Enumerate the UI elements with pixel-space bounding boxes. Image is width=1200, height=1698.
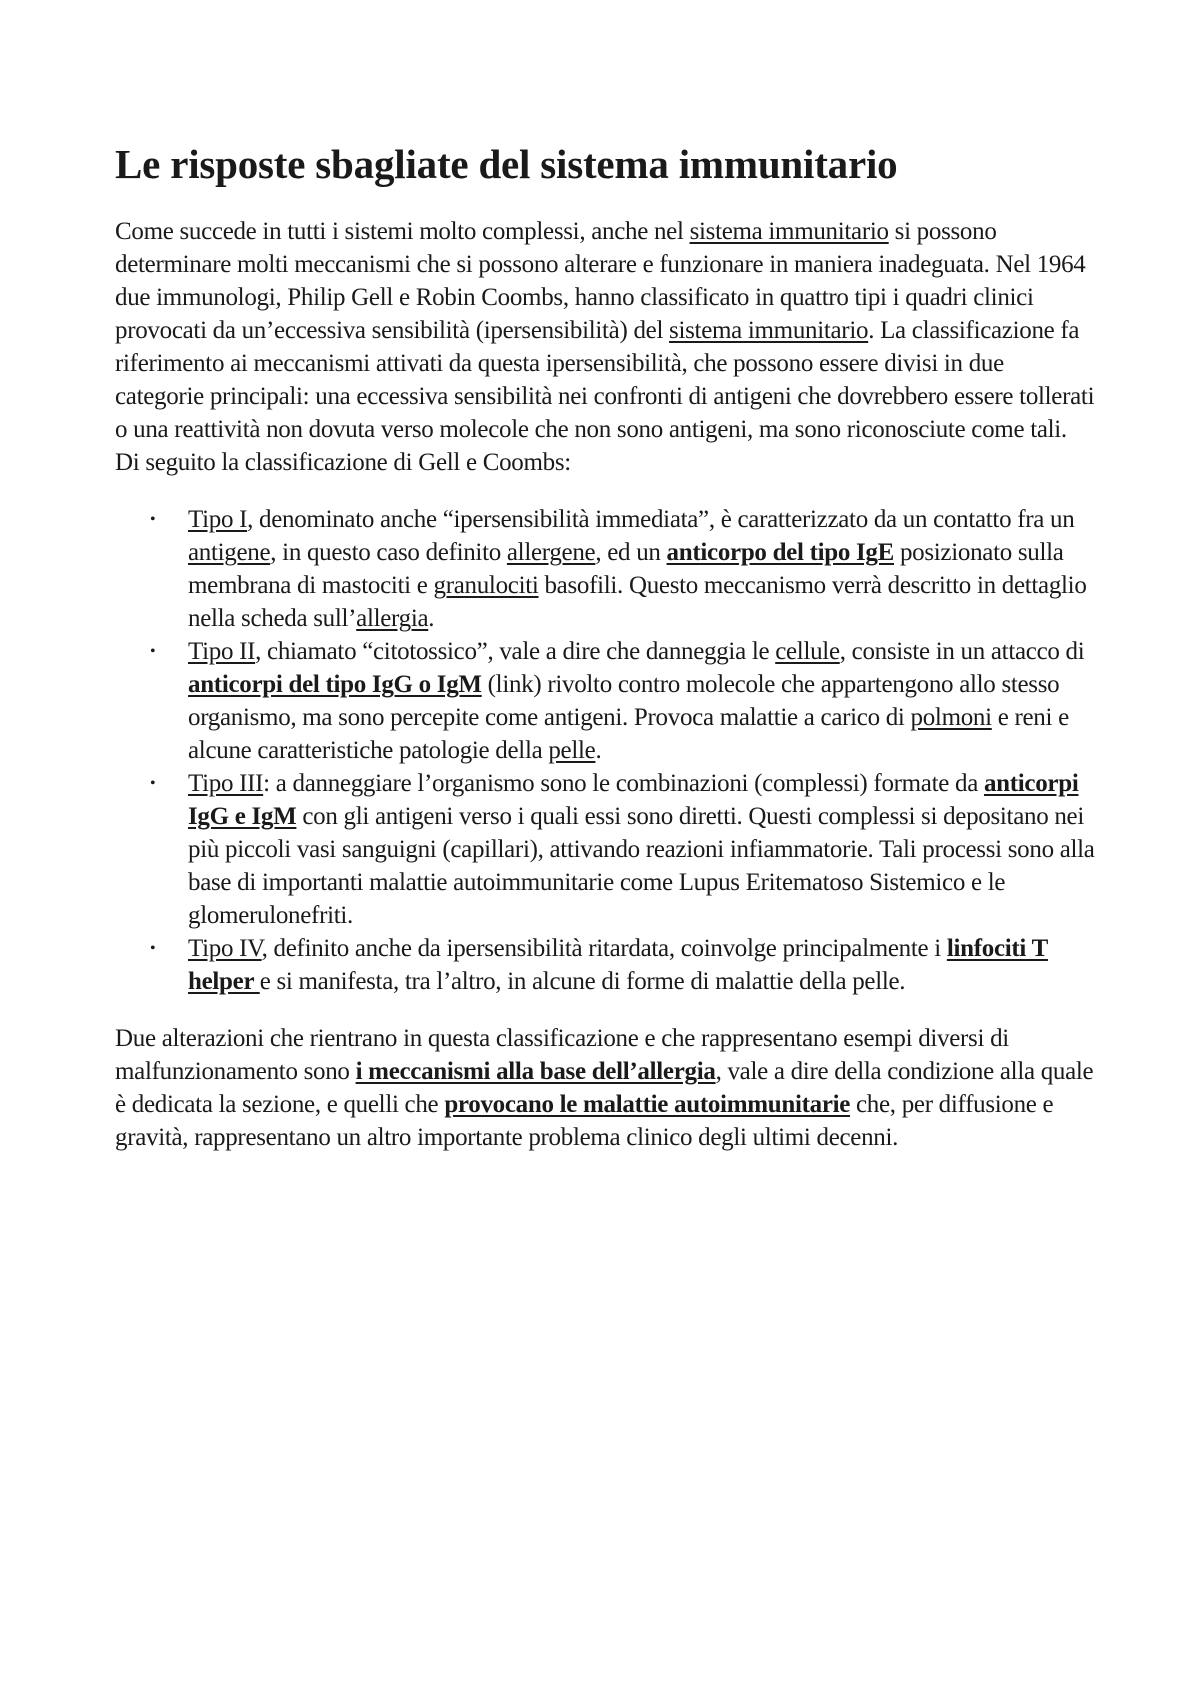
closing-text-2: , vale a dire della condizione alla quale è dedicata la sezione, e quelli che <box>115 1058 1094 1119</box>
document-page <box>115 140 1095 1154</box>
link-sistema-immunitario-2[interactable]: sistema immunitario <box>669 317 869 345</box>
list-item-tipo-1 <box>150 503 1095 635</box>
link-linfociti-t-helper[interactable]: linfociti T helper <box>188 935 1048 996</box>
item-text: con gli antigeni verso i quali essi sono diretti. Questi complessi si depositano nei più piccoli vasi sanguigni (capillari), attivando reazioni infiammatorie. Tali processi sono alla base di importanti malattie autoimmunitarie come Lupus Eritematoso Sistemico e le glomerulonefriti. <box>188 803 1095 930</box>
link-allergia[interactable]: allergia <box>356 605 429 633</box>
bullet-icon: • <box>150 775 156 793</box>
link-pelle[interactable]: pelle <box>548 737 596 765</box>
intro-text-2: si possono determinare molti meccanismi che si possono alterare e funzionare in maniera inadeguata. Nel 1964 due immunologi, Philip Gell e Robin Coombs, hanno classificato in quattro tipi i quadri clinici provocati da un’eccessiva sensibilità (ipersensibilità) del <box>115 218 1086 345</box>
bullet-icon: • <box>150 511 156 529</box>
closing-text-1: Due alterazioni che rientrano in questa classificazione e che rappresentano esempi diversi di malfunzionamento sono <box>115 1025 1009 1086</box>
classification-list <box>115 503 1095 998</box>
item-text: : a danneggiare l’organismo sono le combinazioni (complessi) formate da <box>263 770 984 798</box>
link-tipo-4[interactable]: Tipo IV <box>188 935 262 963</box>
item-text: , denominato anche “ipersensibilità immediata”, è caratterizzato da un contatto fra un <box>247 506 1075 534</box>
link-tipo-2[interactable]: Tipo II <box>188 638 256 666</box>
item-text: e si manifesta, tra l’altro, in alcune di forme di malattie della pelle. <box>259 968 906 996</box>
list-item-tipo-3 <box>150 767 1095 932</box>
link-meccanismi-allergia[interactable]: i meccanismi alla base dell’allergia <box>355 1058 716 1086</box>
link-granulociti[interactable]: granulociti <box>433 572 539 600</box>
item-text: (link) rivolto contro molecole che appartengono allo stesso organismo, ma sono percepite come antigeni. Provoca malattie a carico di <box>188 671 1060 732</box>
link-antigene[interactable]: antigene <box>188 539 271 567</box>
item-text: . <box>595 737 602 765</box>
item-text: , ed un <box>595 539 667 567</box>
link-malattie-autoimmunitarie[interactable]: provocano le malattie autoimmunitarie <box>444 1091 851 1119</box>
intro-paragraph <box>115 215 1095 479</box>
link-anticorpo-ige[interactable]: anticorpo del tipo IgE <box>666 539 894 567</box>
item-text: , definito anche da ipersensibilità ritardata, coinvolge principalmente i <box>261 935 947 963</box>
item-text: . <box>428 605 435 633</box>
closing-text-3: che, per diffusione e gravità, rappresentano un altro importante problema clinico degli ultimi decenni. <box>115 1091 1054 1152</box>
page-title: Le risposte sbagliate del sistema immunitario <box>115 141 898 187</box>
link-cellule[interactable]: cellule <box>775 638 840 666</box>
bullet-icon: • <box>150 643 156 661</box>
link-sistema-immunitario-1[interactable]: sistema immunitario <box>689 218 889 246</box>
link-anticorpi-igg-e-igm[interactable]: anticorpi IgG e IgM <box>188 770 1079 831</box>
link-tipo-3[interactable]: Tipo III <box>188 770 264 798</box>
item-text: basofili. Questo meccanismo verrà descritto in dettaglio nella scheda sull’ <box>188 572 1087 633</box>
item-text: , consiste in un attacco di <box>839 638 1085 666</box>
link-allergene[interactable]: allergene <box>506 539 596 567</box>
item-text: , chiamato “citotossico”, vale a dire che danneggia le <box>255 638 776 666</box>
list-item-tipo-2 <box>150 635 1095 767</box>
item-text: , in questo caso definito <box>270 539 507 567</box>
link-polmoni[interactable]: polmoni <box>910 704 992 732</box>
closing-paragraph <box>115 1022 1095 1154</box>
link-anticorpi-igg-igm[interactable]: anticorpi del tipo IgG o IgM <box>188 671 482 699</box>
intro-text-1: Come succede in tutti i sistemi molto complessi, anche nel <box>115 218 690 246</box>
list-item-tipo-4 <box>150 932 1095 998</box>
item-text: e reni e alcune caratteristiche patologie della <box>188 704 1069 765</box>
link-tipo-1[interactable]: Tipo I <box>188 506 248 534</box>
bullet-icon: • <box>150 940 156 958</box>
intro-text-3: . La classificazione fa riferimento ai meccanismi attivati da questa ipersensibilità, che possono essere divisi in due categorie principali: una eccessiva sensibilità nei confronti di antigeni che dovrebbero essere tollerati o una reattività non dovuta verso molecole che non sono antigeni, ma sono riconosciute come tali. Di seguito la classificazione di Gell e Coombs: <box>115 317 1095 477</box>
item-text: posizionato sulla membrana di mastociti e <box>188 539 1064 600</box>
